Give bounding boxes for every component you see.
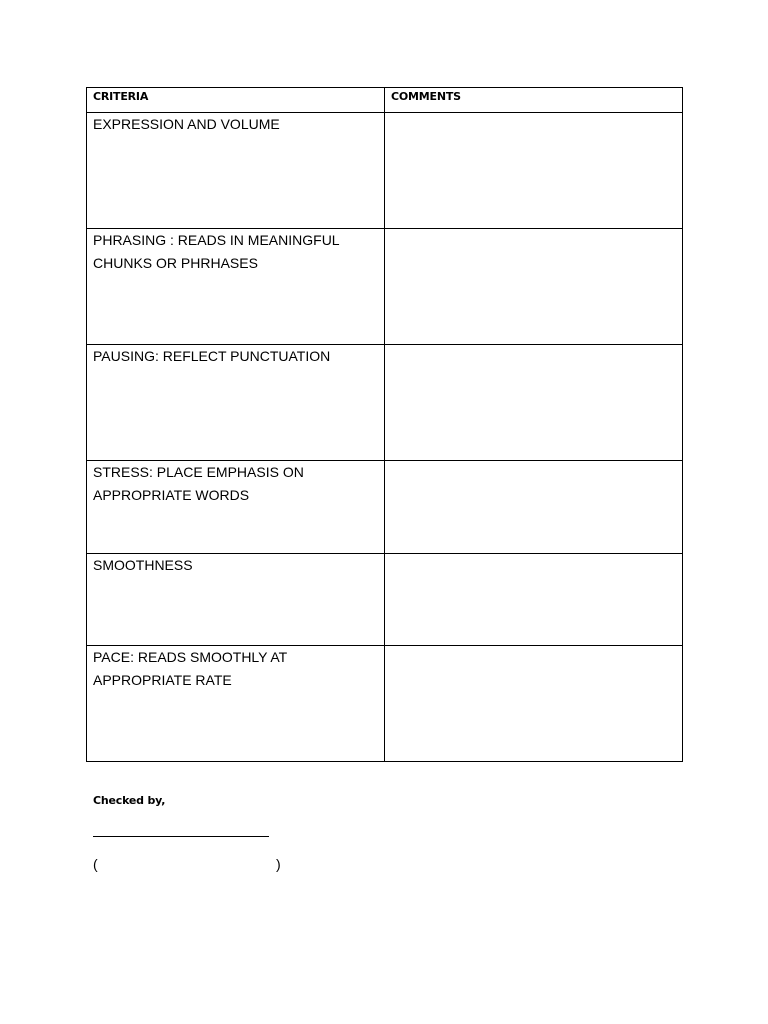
table-row bbox=[87, 345, 683, 461]
criteria-line: STRESS: PLACE EMPHASIS ON bbox=[93, 464, 304, 480]
table-header-row bbox=[87, 88, 683, 113]
criteria-line: PAUSING: REFLECT PUNCTUATION bbox=[93, 348, 331, 364]
criteria-cell bbox=[87, 646, 385, 762]
criteria-line: CHUNKS OR PHRHASES bbox=[93, 255, 258, 271]
criteria-line: PHRASING : READS IN MEANINGFUL bbox=[93, 232, 340, 248]
table-row bbox=[87, 113, 683, 229]
criteria-line: EXPRESSION AND VOLUME bbox=[93, 116, 280, 132]
checked-by-label: Checked by, bbox=[93, 794, 166, 807]
comments-header: COMMENTS bbox=[385, 88, 683, 113]
signature-line bbox=[93, 836, 269, 837]
criteria-cell bbox=[87, 345, 385, 461]
name-paren-close: ) bbox=[276, 856, 281, 872]
comments-cell[interactable] bbox=[385, 646, 683, 762]
comments-cell[interactable] bbox=[385, 229, 683, 345]
criteria-header: CRITERIA bbox=[87, 88, 385, 113]
comments-cell[interactable] bbox=[385, 113, 683, 229]
table-row bbox=[87, 461, 683, 554]
criteria-line: APPROPRIATE WORDS bbox=[93, 487, 250, 503]
table-row bbox=[87, 229, 683, 345]
criteria-cell bbox=[87, 229, 385, 345]
criteria-line: PACE: READS SMOOTHLY AT bbox=[93, 649, 288, 665]
fluency-rubric-table bbox=[86, 87, 683, 762]
criteria-cell bbox=[87, 554, 385, 646]
comments-cell[interactable] bbox=[385, 554, 683, 646]
table-row bbox=[87, 554, 683, 646]
criteria-cell bbox=[87, 461, 385, 554]
table-row bbox=[87, 646, 683, 762]
criteria-line: APPROPRIATE RATE bbox=[93, 672, 232, 688]
criteria-cell bbox=[87, 113, 385, 229]
name-paren-open: ( bbox=[93, 856, 98, 872]
comments-cell[interactable] bbox=[385, 461, 683, 554]
comments-cell[interactable] bbox=[385, 345, 683, 461]
criteria-line: SMOOTHNESS bbox=[93, 557, 193, 573]
